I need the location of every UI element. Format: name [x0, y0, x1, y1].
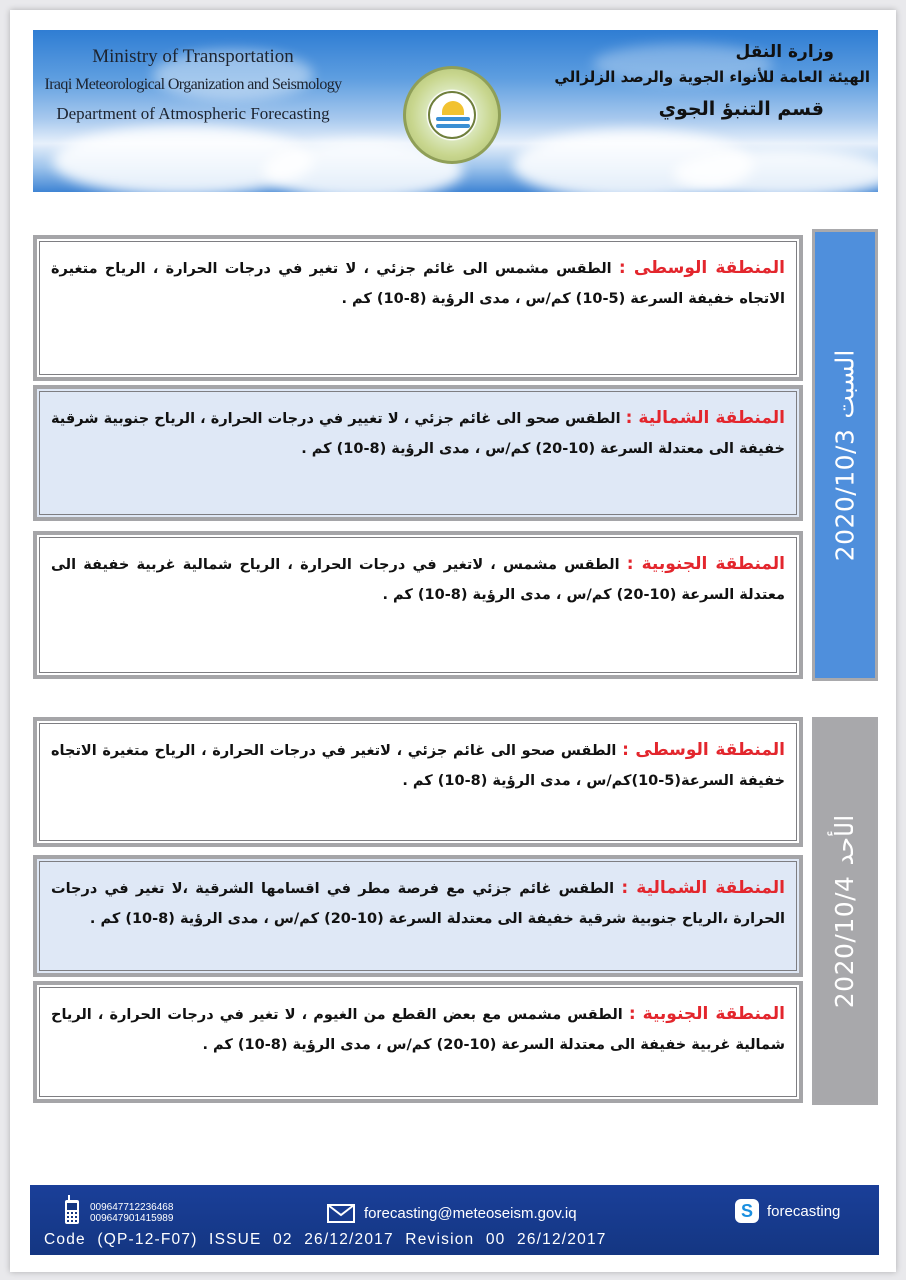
phone-number-1: 009647712236468: [90, 1202, 174, 1213]
region-name: المنطقة الوسطى :: [618, 258, 785, 278]
region-north: [33, 385, 803, 521]
forecast-day-1: [33, 229, 878, 681]
region-forecast-text: الطقس مشمس مع بعض القطع من الغيوم ، لا تغير في درجات الحرارة ، الرياح شمالية غربية خفيفة الى معتدلة السرعة (10-20) كم/س ، مدى الرؤية (8-10) كم .: [51, 1007, 785, 1053]
phone-number-2: 009647901415989: [90, 1213, 174, 1224]
region-south: [33, 981, 803, 1103]
organization-logo: [403, 66, 501, 164]
region-north: [33, 855, 803, 977]
region-south: [33, 531, 803, 679]
region-name: المنطقة الشمالية :: [621, 878, 785, 898]
forecast-date: 2020/10/3: [830, 428, 860, 561]
header-ar-department: قسم التنبؤ الجوي: [658, 98, 824, 120]
region-forecast-text: الطقس غائم جزئي مع فرصة مطر في اقسامها الشرقية ،لا تغير في درجات الحرارة ،الرياح جنوبية شرقية خفيفة الى معتدلة السرعة (10-20) كم/س ، مدى الرؤية (8-10) كم .: [51, 881, 785, 927]
region-forecast-text: الطقس مشمس الى غائم جزئي ، لا تغير في درجات الحرارة ، الرياح متغيرة الاتجاه خفيفة السرعة (5-10) كم/س ، مدى الرؤية (8-10) كم .: [51, 261, 785, 307]
region-name: المنطقة الجنوبية :: [626, 554, 785, 574]
forecast-weekday: السبت: [830, 349, 860, 419]
header-ar-organization: الهيئة العامة للأنواء الجوية والرصد الزلزالي: [554, 68, 870, 86]
mail-icon: [327, 1204, 355, 1223]
region-forecast-text: الطقس صحو الى غائم جزئي ، لاتغير في درجات الحرارة ، الرياح متغيرة الاتجاه خفيفة السرعة(5-10)كم/س ، مدى الرؤية (8-10) كم .: [51, 743, 785, 789]
region-name: المنطقة الشمالية :: [625, 408, 785, 428]
region-name: المنطقة الجنوبية :: [628, 1004, 785, 1024]
forecast-day-2: [33, 717, 878, 1105]
region-central: [33, 235, 803, 381]
region-name: المنطقة الوسطى :: [622, 740, 785, 760]
phone-icon: [64, 1195, 80, 1225]
region-forecast-text: الطقس صحو الى غائم جزئي ، لا تغيير في درجات الحرارة ، الرياح جنوبية شرقية خفيفة الى معتدلة السرعة (10-20) كم/س ، مدى الرؤية (8-10) كم .: [51, 411, 785, 457]
header-en-ministry: Ministry of Transportation: [92, 46, 294, 67]
document-code-line: Code (QP-12-F07) ISSUE 02 26/12/2017 Revision 00 26/12/2017: [44, 1231, 607, 1248]
phone-numbers: [90, 1202, 173, 1224]
header-banner: [33, 30, 878, 192]
header-en-organization: Iraqi Meteorological Organization and Seismology: [44, 76, 342, 93]
contact-email[interactable]: forecasting@meteoseism.gov.iq: [364, 1205, 577, 1222]
header-en-department: Department of Atmospheric Forecasting: [56, 104, 330, 123]
region-forecast-text: الطقس مشمس ، لاتغير في درجات الحرارة ، الرياح شمالية غربية خفيفة الى معتدلة السرعة (10-20) كم/س ، مدى الرؤية (8-10) كم .: [51, 557, 785, 603]
region-central: [33, 717, 803, 847]
footer-bar: [30, 1185, 879, 1255]
forecast-date: 2020/10/4: [830, 875, 860, 1008]
forecast-weekday: الأحد: [830, 814, 860, 866]
skype-icon: S: [735, 1199, 759, 1223]
skype-username: forecasting: [767, 1203, 841, 1220]
header-ar-ministry: وزارة النقل: [735, 42, 834, 62]
date-bar: [812, 229, 878, 681]
date-bar: [812, 717, 878, 1105]
